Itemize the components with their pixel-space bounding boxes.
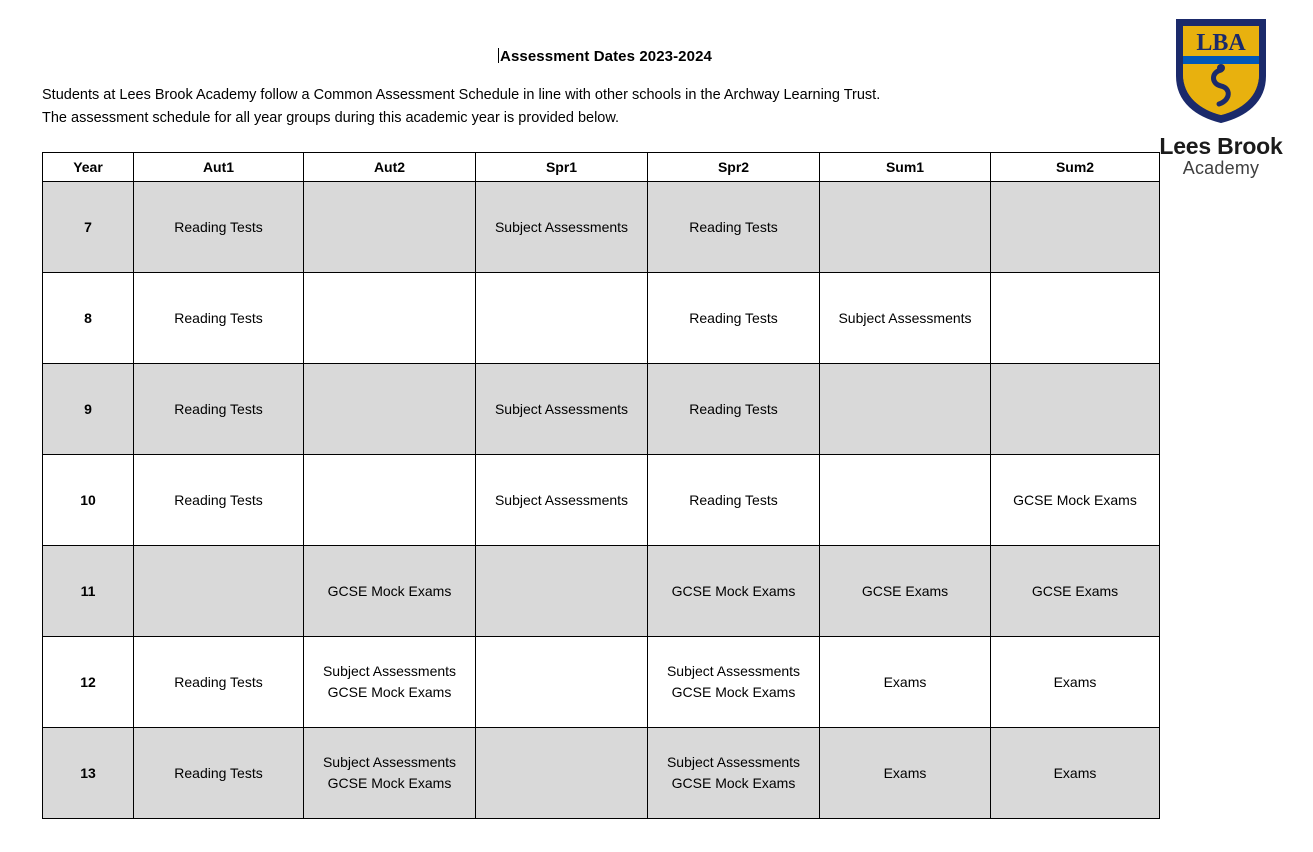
assessment-label: Reading Tests [174,400,263,417]
assessment-cell [476,546,648,637]
assessment-cell [304,455,476,546]
table-row [43,546,1160,637]
assessment-label: Subject Assessments [666,754,801,770]
assessment-cell [648,728,820,819]
assessment-label: Reading Tests [689,400,778,417]
year-cell: 10 [43,455,134,546]
assessment-label: GCSE Mock Exams [327,582,452,599]
table-row [43,364,1160,455]
assessment-label: Reading Tests [174,309,263,326]
assessment-cell [476,455,648,546]
assessment-label: GCSE Exams [1031,582,1119,599]
assessment-cell [820,455,991,546]
assessment-cell [304,728,476,819]
svg-text:LBA: LBA [1196,30,1246,56]
table-row [43,273,1160,364]
assessment-label: GCSE Exams [861,582,949,599]
assessment-cell [304,273,476,364]
assessment-label: Reading Tests [174,764,263,781]
assessment-cell [820,273,991,364]
table-row [43,455,1160,546]
assessment-cell [820,182,991,273]
column-header-sum2: Sum2 [991,153,1160,182]
assessment-label: Subject Assessments [494,218,629,235]
assessment-cell [134,273,304,364]
assessment-label: Subject Assessments [322,663,457,679]
assessment-label: Exams [883,673,927,690]
column-header-year: Year [43,153,134,182]
assessment-label: Reading Tests [689,491,778,508]
assessment-cell [820,728,991,819]
year-cell: 12 [43,637,134,728]
column-header-spr1: Spr1 [476,153,648,182]
assessment-cell [134,455,304,546]
assessment-cell [476,637,648,728]
text-cursor [498,48,499,63]
assessment-label: Reading Tests [689,309,778,326]
assessment-cell [476,273,648,364]
table-row [43,637,1160,728]
assessment-label: GCSE Mock Exams [671,684,796,700]
year-cell: 9 [43,364,134,455]
assessment-cell [991,637,1160,728]
assessment-label: GCSE Mock Exams [671,582,796,599]
assessment-label: GCSE Mock Exams [671,775,796,791]
assessment-table-wrapper [42,152,1159,819]
assessment-cell [991,728,1160,819]
assessment-cell [134,182,304,273]
assessment-cell [134,546,304,637]
assessment-label: Subject Assessments [494,400,629,417]
assessment-label: Reading Tests [174,491,263,508]
year-cell: 11 [43,546,134,637]
page-title [0,48,1210,65]
column-header-aut1: Aut1 [134,153,304,182]
assessment-label: Exams [1053,764,1097,781]
assessment-cell [134,637,304,728]
assessment-cell [991,273,1160,364]
year-cell: 8 [43,273,134,364]
assessment-cell [648,364,820,455]
column-header-sum1: Sum1 [820,153,991,182]
page-title-text: Assessment Dates 2023-2024 [500,48,712,65]
school-logo [1151,14,1291,178]
logo-name: Lees Brook [1159,133,1283,159]
intro-line-2: The assessment schedule for all year groups during this academic year is provided below. [42,110,620,126]
logo-wordmark [1151,134,1291,178]
assessment-label: Subject Assessments [666,663,801,679]
assessment-cell [820,546,991,637]
assessment-label: Subject Assessments [838,309,972,326]
intro-line-1: Students at Lees Brook Academy follow a Common Assessment Schedule in line with other schools in the Archway Learning Trust. [42,87,881,103]
intro-paragraph [42,84,1142,130]
assessment-cell [648,273,820,364]
table-row [43,728,1160,819]
assessment-cell [648,455,820,546]
assessment-cell [476,364,648,455]
assessment-cell [134,364,304,455]
assessment-label: Subject Assessments [494,491,629,508]
assessment-label: Reading Tests [174,218,263,235]
assessment-cell [991,455,1160,546]
assessment-label: GCSE Mock Exams [327,775,452,791]
crest-icon [1173,14,1269,126]
assessment-label: Reading Tests [689,218,778,235]
assessment-cell [476,728,648,819]
assessment-cell [820,364,991,455]
assessment-cell [304,182,476,273]
assessment-cell [648,182,820,273]
assessment-cell [648,546,820,637]
assessment-cell [476,182,648,273]
assessment-cell [304,637,476,728]
year-cell: 7 [43,182,134,273]
assessment-cell [820,637,991,728]
column-header-aut2: Aut2 [304,153,476,182]
assessment-label: GCSE Mock Exams [1013,491,1137,508]
assessment-cell [991,546,1160,637]
column-header-spr2: Spr2 [648,153,820,182]
assessment-cell [304,546,476,637]
assessment-schedule-table [42,152,1160,819]
assessment-label: Exams [1053,673,1097,690]
assessment-cell [991,364,1160,455]
assessment-cell [648,637,820,728]
logo-subtitle: Academy [1182,157,1260,178]
assessment-label: Subject Assessments [322,754,457,770]
assessment-label: GCSE Mock Exams [327,684,452,700]
year-cell: 13 [43,728,134,819]
table-row [43,182,1160,273]
assessment-label: Exams [883,764,927,781]
table-header-row [43,153,1160,182]
assessment-cell [304,364,476,455]
assessment-label: Reading Tests [174,673,263,690]
assessment-cell [134,728,304,819]
assessment-cell [991,182,1160,273]
